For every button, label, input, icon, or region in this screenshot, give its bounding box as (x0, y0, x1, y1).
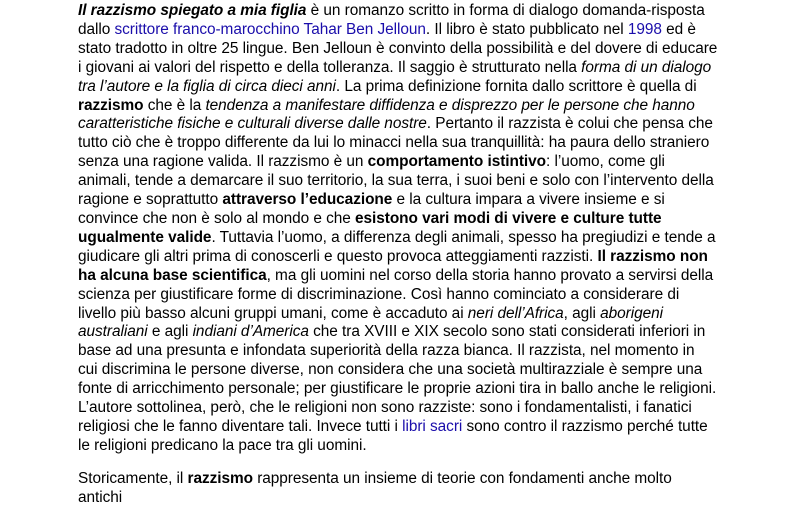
paragraph-1: Il razzismo spiegato a mia figlia è un romanzo scritto in forma di dialogo domanda-risposta dallo scrittore franco-marocchino Tahar Ben Jelloun. Il libro è stato pubblicato nel 1998 ed è stato tradotto in oltre 25 lingue. Ben Jelloun è convinto della possibilità e del dovere di educare i giovani ai valori del rispetto e della tolleranza. Il saggio è strutturato nella forma di un dialogo tra l’autore e la figlia di circa dieci anni. La prima definizione fornita dallo scrittore è quella di razzismo che è la tendenza a manifestare diffidenza e disprezzo per le persone che hanno caratteristiche fisiche e culturali diverse dalle nostre. Pertanto il razzista è colui che pensa che tutto ciò che è troppo differente da lui lo minacci nella sua tranquillità: ha paura dello straniero senza una ragione valida. Il razzismo è un comportamento istintivo: l’uomo, come gli animali, tende a demarcare il suo territorio, la sua terra, i suoi beni e solo con l’intervento della ragione e soprattutto attraverso l’educazione e la cultura impara a vivere insieme e si convince che non è solo al mondo e che esistono vari modi di vivere e culture tutte ugualmente valide. Tuttavia l’uomo, a differenza degli animali, spesso ha pregiudizi e tende a giudicare gli altri prima di conoscerli e questo provoca atteggiamenti razzisti. Il razzismo non ha alcuna base scientifica, ma gli uomini nel corso della storia hanno provato a servirsi della scienza per giustificare forme di discriminazione. Così hanno cominciato a considerare di livello più basso alcuni gruppi umani, come è accaduto ai neri dell’Africa, agli aborigeni australiani e agli indiani d’America che tra XVIII e XIX secolo sono stati considerati inferiori in base ad una presunta e infondata superiorità della razza bianca. Il razzista, nel momento in cui discrimina le persone diverse, non considera che una società multirazziale è sempre una fonte di arricchimento personale; per giustificare le proprie azioni tira in ballo anche le religioni. L’autore sottolinea, però, che le religioni non sono razziste: sono i fondamentalisti, i fanatici religiosi che le fanno diventare tali. Invece tutti i libri sacri sono contro il razzismo perché tutte le religioni predicano la pace tra gli uomini. (78, 2, 718, 454)
paragraph-2: Storicamente, il razzismo rappresenta un insieme di teorie con fondamenti anche molto antichi (78, 469, 672, 506)
document-page (78, 0, 718, 508)
year-link[interactable]: 1998 (627, 20, 662, 38)
author-link[interactable]: scrittore franco-marocchino Tahar Ben Jelloun (114, 20, 426, 38)
sacred-books-link[interactable]: libri sacri (402, 417, 463, 435)
book-title: Il razzismo spiegato a mia figlia (78, 2, 307, 19)
